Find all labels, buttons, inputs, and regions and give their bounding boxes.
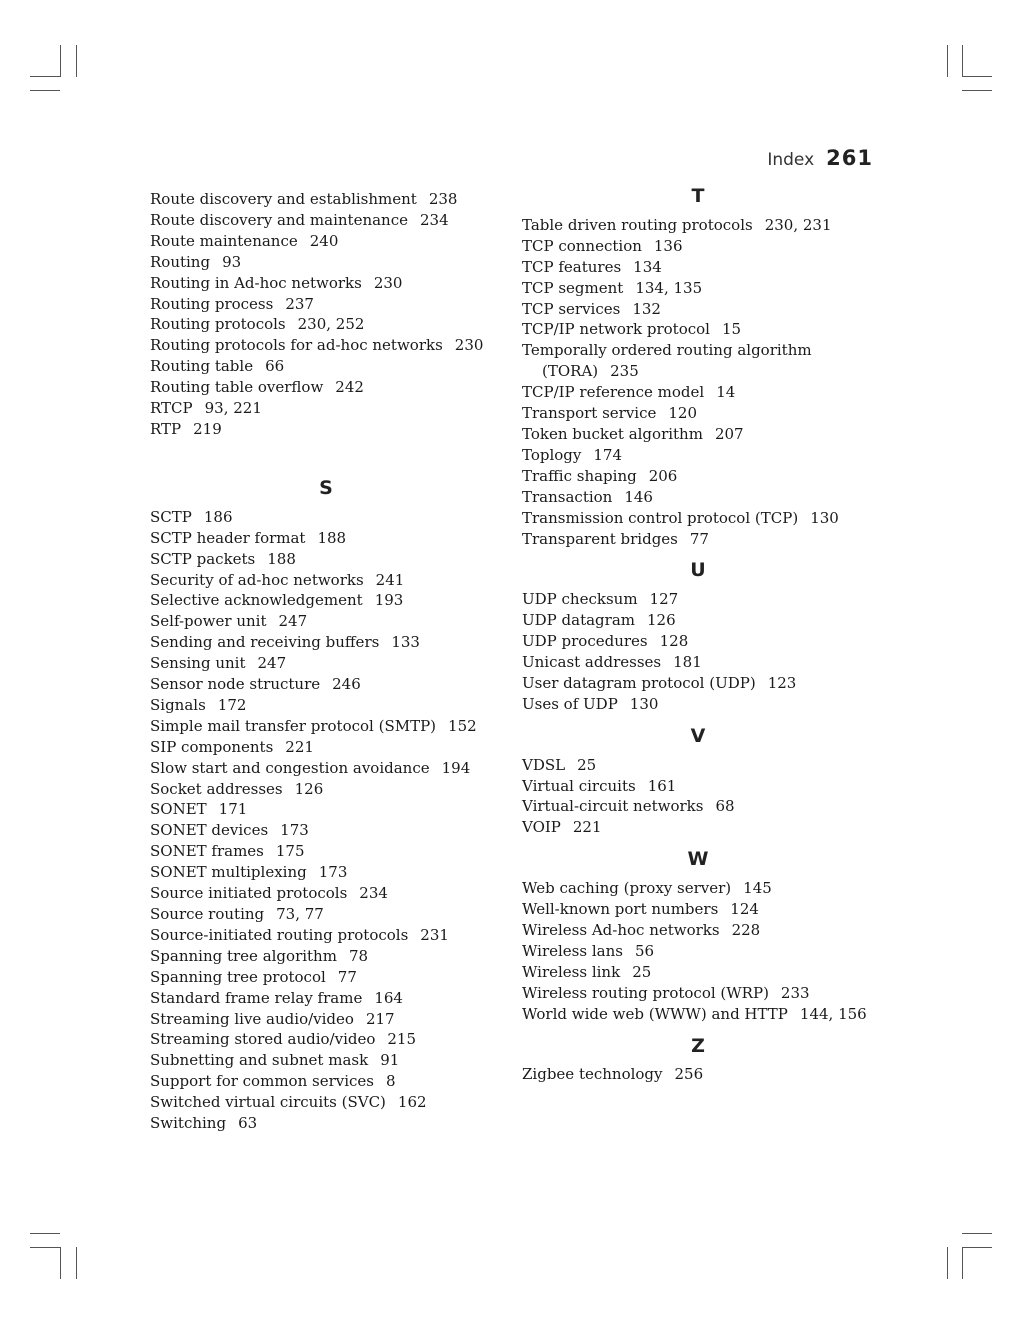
index-entry: [522, 508, 872, 529]
index-term: Virtual-circuit networks: [522, 797, 704, 816]
crop-mark: [30, 1233, 60, 1234]
page-number: 261: [826, 146, 873, 170]
index-entry: [150, 716, 490, 737]
index-page-refs: 193: [374, 591, 404, 610]
index-entry: [150, 294, 490, 315]
index-page-refs: 164: [374, 988, 403, 1007]
index-term: Toplogy: [522, 445, 582, 464]
index-page-refs: 238: [428, 190, 458, 208]
index-entry: [150, 1113, 490, 1134]
index-page-refs: 234: [420, 210, 449, 229]
index-entry: [150, 883, 490, 904]
index-page-refs: 230: [373, 273, 403, 292]
index-page-refs: 174: [593, 445, 623, 464]
index-entry: [150, 189, 490, 210]
index-term: RTCP: [150, 399, 193, 418]
index-term: Signals: [150, 695, 206, 714]
index-term: Socket addresses: [150, 779, 283, 798]
index-page-refs: 173: [280, 821, 309, 840]
index-term: Routing table overflow: [150, 378, 324, 397]
index-page-refs: 188: [317, 528, 347, 547]
index-entry: [150, 1029, 490, 1050]
index-entry: [522, 215, 872, 236]
index-term: VOIP: [522, 818, 561, 837]
index-entry: [522, 796, 872, 817]
index-entry: [150, 904, 490, 925]
index-page-refs: 188: [267, 549, 296, 568]
index-term: Web caching (proxy server): [522, 879, 732, 898]
index-page-refs: 127: [649, 590, 679, 609]
index-term: Sensor node structure: [150, 675, 321, 694]
index-entry: [150, 988, 490, 1009]
index-page-refs: 171: [218, 800, 248, 819]
index-entry: [150, 570, 490, 591]
index-entry: [522, 610, 872, 631]
index-page-refs: 228: [731, 921, 761, 939]
index-entry: [522, 445, 872, 466]
index-term: SCTP header format: [150, 528, 306, 547]
index-page-refs: 173: [318, 863, 348, 882]
index-term: Transaction: [522, 487, 613, 506]
index-entry: [522, 487, 872, 508]
index-page-refs: 221: [285, 737, 314, 756]
index-entry: [522, 941, 872, 962]
index-term: Routing protocols: [150, 315, 286, 334]
index-term: Standard frame relay frame: [150, 988, 363, 1007]
index-entry: [150, 590, 490, 611]
index-term: Route discovery and maintenance: [150, 210, 408, 229]
index-entry: [150, 632, 490, 653]
index-term: VDSL: [522, 755, 566, 774]
index-page-refs: 8: [386, 1072, 396, 1091]
index-page-refs: 77: [689, 529, 709, 548]
index-entry: [150, 528, 490, 549]
crop-mark: [962, 76, 992, 77]
crop-mark: [76, 45, 77, 77]
index-page-refs: 161: [647, 776, 677, 795]
crop-mark: [30, 90, 60, 91]
index-page-refs: 235: [610, 362, 639, 381]
index-page-refs: 134, 135: [635, 278, 703, 297]
index-entry: [522, 817, 872, 838]
index-term: Routing table: [150, 357, 254, 376]
index-entry: [522, 1004, 872, 1025]
index-entry: [150, 925, 490, 946]
index-entry: [522, 920, 872, 941]
index-page-refs: 215: [387, 1030, 417, 1049]
crop-mark: [30, 76, 60, 77]
index-page-refs: 63: [238, 1114, 258, 1133]
index-entry: [522, 236, 872, 257]
index-page-refs: 181: [673, 653, 702, 672]
index-entry: [522, 529, 872, 550]
index-page-refs: 237: [285, 294, 314, 313]
index-term: Wireless link: [522, 962, 621, 981]
index-term: Source initiated protocols: [150, 884, 348, 903]
index-term: TCP features: [522, 257, 622, 276]
index-term: Support for common services: [150, 1072, 374, 1091]
index-term: Temporally ordered routing algorithm (TORA): [522, 341, 812, 381]
crop-mark: [962, 90, 992, 91]
index-term: RTP: [150, 419, 182, 438]
crop-mark: [947, 1247, 948, 1279]
index-entry: [150, 841, 490, 862]
index-page-refs: 56: [634, 941, 655, 960]
index-term: User datagram protocol (UDP): [522, 673, 756, 692]
index-column-right: [522, 185, 872, 1085]
index-page-refs: 241: [375, 570, 405, 589]
index-page-refs: 77: [337, 967, 357, 986]
crop-mark: [962, 1247, 963, 1279]
index-page-refs: 25: [577, 755, 597, 774]
index-term: World wide web (WWW) and HTTP: [522, 1004, 788, 1023]
index-term: SIP components: [150, 737, 274, 756]
index-term: Spanning tree protocol: [150, 967, 326, 986]
index-term: Streaming live audio/video: [150, 1009, 354, 1028]
index-term: Route discovery and establishment: [150, 190, 417, 208]
index-page-refs: 242: [335, 378, 364, 397]
index-term: Simple mail transfer protocol (SMTP): [150, 716, 437, 735]
index-term: TCP segment: [522, 278, 624, 297]
index-page-refs: 126: [646, 611, 676, 630]
index-page-refs: 123: [767, 673, 797, 692]
index-page-refs: 247: [278, 612, 308, 631]
index-term: Zigbee technology: [522, 1065, 663, 1084]
index-page-refs: 133: [391, 633, 420, 652]
index-entry: [150, 507, 490, 528]
index-page-refs: 132: [632, 299, 661, 318]
index-page-refs: 221: [572, 818, 602, 837]
index-entry: [150, 653, 490, 674]
crop-mark: [30, 1247, 60, 1248]
index-term: Uses of UDP: [522, 694, 618, 713]
index-term: Virtual circuits: [522, 776, 636, 795]
index-term: Wireless routing protocol (WRP): [522, 983, 769, 1002]
index-page-refs: 120: [668, 404, 698, 423]
crop-mark: [60, 1247, 61, 1279]
index-term: Spanning tree algorithm: [150, 946, 337, 965]
index-entry: [522, 899, 872, 920]
index-page-refs: 134: [633, 257, 662, 276]
section-letter-heading: S: [319, 476, 333, 499]
index-page-refs: 144, 156: [799, 1004, 867, 1023]
crop-mark: [962, 45, 963, 77]
index-entry: [150, 314, 490, 335]
index-page-refs: 247: [257, 654, 287, 673]
index-entry: [522, 340, 872, 382]
index-page-refs: 152: [448, 716, 477, 735]
index-term: Wireless lans: [522, 941, 623, 960]
index-entry: [150, 356, 490, 377]
section-letter-heading: Z: [691, 1034, 705, 1057]
index-entry: [150, 377, 490, 398]
index-term: UDP checksum: [522, 590, 638, 609]
index-page-refs: 68: [715, 797, 735, 816]
index-entry: [522, 776, 872, 797]
index-term: Source routing: [150, 905, 265, 923]
index-entry: [150, 231, 490, 252]
index-entry: [522, 983, 872, 1004]
index-entry: [150, 737, 490, 758]
index-term: SONET: [150, 800, 207, 819]
index-entry: [150, 695, 490, 716]
index-entry: [522, 589, 872, 610]
index-page-refs: 130: [629, 694, 659, 713]
index-entry: [150, 611, 490, 632]
index-term: TCP/IP network protocol: [522, 320, 710, 339]
index-page-refs: 186: [203, 507, 233, 526]
index-entry: [522, 631, 872, 652]
index-page-refs: 230: [454, 336, 484, 355]
index-page-refs: 136: [653, 236, 683, 255]
index-term: Routing process: [150, 294, 274, 313]
index-term: UDP datagram: [522, 611, 635, 630]
section-letter-heading: U: [690, 559, 706, 582]
index-entry: [150, 820, 490, 841]
index-term: SONET devices: [150, 821, 269, 840]
index-entry: [150, 779, 490, 800]
index-entry: [150, 273, 490, 294]
crop-mark: [962, 1247, 992, 1248]
index-entry: [150, 419, 490, 440]
index-term: SONET multiplexing: [150, 863, 307, 882]
index-entry: [150, 1050, 490, 1071]
index-entry: [150, 758, 490, 779]
index-page-refs: 66: [265, 357, 285, 376]
index-page-refs: 91: [380, 1051, 400, 1070]
index-page-refs: 234: [359, 884, 388, 903]
index-term: SCTP: [150, 507, 192, 526]
index-entry: [522, 878, 872, 899]
index-term: Token bucket algorithm: [522, 424, 703, 443]
index-page-refs: 93: [222, 252, 242, 271]
index-column-left: [150, 189, 490, 1134]
index-term: Well-known port numbers: [522, 900, 719, 919]
index-entry: [522, 962, 872, 983]
index-term: Routing: [150, 252, 211, 271]
index-term: Source-initiated routing protocols: [150, 925, 409, 944]
index-term: TCP services: [522, 299, 621, 318]
index-term: TCP/IP reference model: [522, 383, 705, 402]
index-page-refs: 194: [441, 758, 471, 777]
index-entry: [522, 299, 872, 320]
index-entry: [150, 1092, 490, 1113]
section-letter-heading: V: [690, 724, 706, 747]
index-page-refs: 128: [659, 632, 689, 651]
index-entry: [522, 319, 872, 340]
index-term: Routing in Ad-hoc networks: [150, 273, 362, 292]
index-entry: [150, 252, 490, 273]
index-entry: [150, 398, 490, 419]
index-term: Security of ad-hoc networks: [150, 570, 364, 589]
section-letter-heading: T: [691, 185, 705, 207]
index-term: Table driven routing protocols: [522, 215, 753, 234]
index-page-refs: 206: [648, 466, 678, 485]
index-term: Switched virtual circuits (SVC): [150, 1093, 386, 1112]
index-page-refs: 25: [632, 962, 652, 981]
index-term: Self-power unit: [150, 612, 267, 631]
index-page-refs: 126: [294, 779, 324, 798]
index-page-refs: 175: [275, 842, 305, 861]
index-entry: [522, 652, 872, 673]
index-term: Subnetting and subnet mask: [150, 1051, 369, 1070]
index-entry: [150, 210, 490, 231]
section-letter-heading: W: [687, 848, 709, 871]
index-page-refs: 233: [780, 983, 810, 1002]
index-term: SCTP packets: [150, 549, 256, 568]
index-entry: [522, 278, 872, 299]
index-page-refs: 130: [810, 508, 839, 527]
index-entry: [150, 967, 490, 988]
index-term: Wireless Ad-hoc networks: [522, 921, 720, 939]
crop-mark: [947, 45, 948, 77]
index-page-refs: 231: [420, 925, 449, 944]
index-page-refs: 219: [193, 419, 222, 438]
index-page-refs: 256: [674, 1065, 704, 1084]
crop-mark: [60, 45, 61, 77]
index-entry: [522, 1064, 872, 1085]
index-page-refs: 246: [332, 675, 361, 694]
index-term: Unicast addresses: [522, 653, 662, 672]
index-term: Sending and receiving buffers: [150, 633, 380, 652]
crop-mark: [962, 1233, 992, 1234]
index-entry: [522, 694, 872, 715]
index-page-refs: 145: [743, 879, 772, 898]
crop-mark: [76, 1247, 77, 1279]
index-page-refs: 73, 77: [276, 905, 324, 923]
index-page-refs: 230, 231: [764, 215, 832, 234]
index-entry: [522, 382, 872, 403]
index-entry: [522, 755, 872, 776]
index-entry: [522, 673, 872, 694]
index-entry: [522, 403, 872, 424]
index-entry: [522, 424, 872, 445]
running-head-label: Index: [767, 150, 815, 170]
index-page-refs: 162: [397, 1093, 427, 1112]
index-term: Transmission control protocol (TCP): [522, 508, 799, 527]
index-entry: [150, 335, 490, 356]
index-term: SONET frames: [150, 842, 264, 861]
index-page-refs: 14: [716, 383, 736, 402]
index-term: Transparent bridges: [522, 529, 678, 548]
index-term: TCP connection: [522, 236, 642, 255]
index-page-refs: 15: [721, 320, 742, 339]
index-term: Slow start and congestion avoidance: [150, 758, 430, 777]
running-head: [767, 146, 873, 170]
index-term: Selective acknowledgement: [150, 591, 363, 610]
index-term: Transport service: [522, 404, 657, 423]
index-entry: [150, 1009, 490, 1030]
index-page-refs: 146: [624, 487, 653, 506]
index-page-refs: 230, 252: [297, 315, 365, 334]
index-page-refs: 78: [348, 946, 369, 965]
index-term: Switching: [150, 1114, 227, 1133]
index-entry: [522, 257, 872, 278]
index-page-refs: 240: [309, 231, 339, 250]
index-entry: [150, 674, 490, 695]
index-term: Route maintenance: [150, 231, 298, 250]
index-entry: [150, 799, 490, 820]
index-entry: [522, 466, 872, 487]
index-entry: [150, 946, 490, 967]
index-page-refs: 172: [217, 695, 247, 714]
index-entry: [150, 549, 490, 570]
index-term: Traffic shaping: [522, 466, 637, 485]
index-entry: [150, 1071, 490, 1092]
index-term: UDP procedures: [522, 632, 648, 651]
index-term: Streaming stored audio/video: [150, 1030, 376, 1049]
index-page-refs: 217: [365, 1009, 395, 1028]
index-term: Sensing unit: [150, 654, 246, 673]
index-page-refs: 207: [714, 424, 744, 443]
index-term: Routing protocols for ad-hoc networks: [150, 336, 443, 355]
index-page-refs: 93, 221: [204, 399, 262, 418]
index-page-refs: 124: [730, 900, 759, 919]
index-entry: [150, 862, 490, 883]
